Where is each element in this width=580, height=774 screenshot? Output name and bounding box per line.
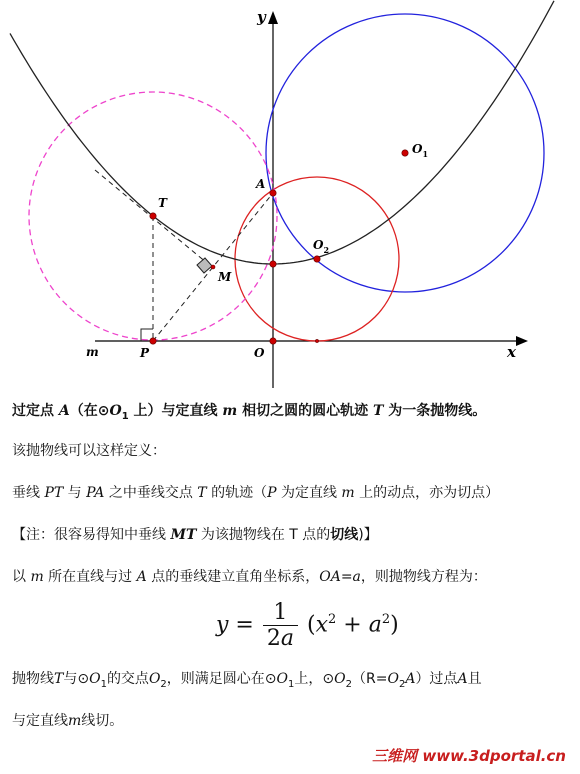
point-a [270, 190, 276, 196]
y-axis-arrow [268, 11, 278, 24]
point-o [270, 338, 276, 344]
text-line-2: 该抛物线可以这样定义： [12, 443, 166, 459]
point-t [150, 213, 156, 219]
label-p: P [140, 346, 150, 360]
formula-denominator: 2a [266, 626, 294, 651]
point-o2 [314, 256, 320, 262]
label-m-point: M [218, 270, 232, 284]
points [150, 150, 408, 344]
parabola-t [10, 1, 554, 264]
point-tangent [315, 339, 318, 342]
label-y: y [257, 8, 266, 26]
label-o2: $O_2$ [313, 238, 330, 255]
point-m [211, 265, 215, 269]
watermark: 三维网 www.3dportal.cn [372, 747, 566, 765]
text-line-7: 与定直线m线切。 [12, 713, 124, 729]
label-o1: $O_1$ [412, 142, 429, 159]
text-line-6: 抛物线T与$⊙O_1$的交点$O_2$，则满足圆心在$⊙O_1$上，$⊙O_2(R=O_2A)$过点A且 [12, 671, 482, 690]
text-line-1: 过定点 A（在$⊙O_1$ 上）与定直线 m 相切之圆的圆心轨迹 T 为一条抛物线。 [12, 403, 487, 422]
label-o: O [254, 346, 265, 360]
parabola-equation: y = $\frac{1}{2a}$ $(x^2 + a^2)$ [216, 600, 399, 651]
point-o1 [402, 150, 408, 156]
point-p [150, 338, 156, 344]
label-a: A [256, 177, 266, 191]
text-line-5: 以 m 所在直线与过 A 点的垂线建立直角坐标系，OA=a，则抛物线方程为： [12, 569, 487, 585]
x-axis-arrow [516, 336, 528, 346]
point-vertex [270, 261, 276, 267]
label-x: x [507, 343, 516, 361]
label-t: T [158, 196, 167, 210]
label-m: m [86, 345, 99, 359]
formula-numerator: 1 [263, 600, 298, 626]
text-line-4: 【注：很容易得知中垂线 MT 为该抛物线在 T 点的切线)】 [12, 527, 378, 543]
text-line-3: 垂线 PT 与 PA 之中垂线交点 T 的轨迹（P 为定直线 m 上的动点，亦为切点） [12, 485, 500, 501]
